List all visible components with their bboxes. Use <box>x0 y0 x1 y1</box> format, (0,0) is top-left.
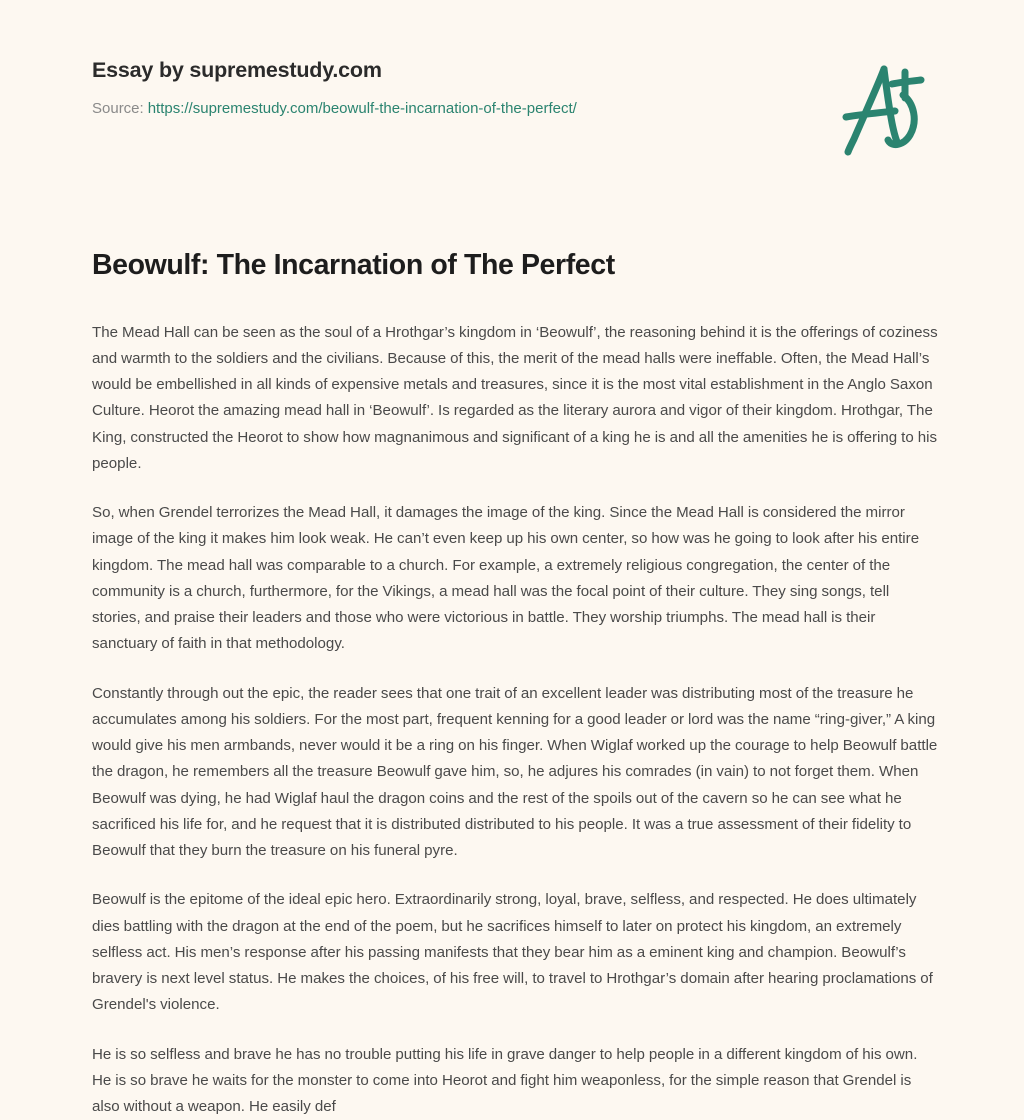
article <box>92 248 940 1120</box>
article-paragraph: So, when Grendel terrorizes the Mead Hall, it damages the image of the king. Since the Mead Hall is considered the mirror image of the king it makes him look weak. He can’t even keep up his own center, so how was he going to look after his entire kingdom. The mead hall was comparable to a church. For example, a extremely religious congregation, the center of the community is a church, furthermore, for the Vikings, a mead hall was the focal point of their culture. They sing songs, tell stories, and praise their leaders and those who were victorious in battle. They worship triumphs. The mead hall is their sanctuary of faith in that methodology. <box>92 504 920 653</box>
article-paragraph: The Mead Hall can be seen as the soul of a Hrothgar’s kingdom in ‘Beowulf’, the reasoning behind it is the offerings of coziness and warmth to the soldiers and the civilians. Because of this, the merit of the mead halls were ineffable. Often, the Mead Hall’s would be embellished in all kinds of expensive metals and treasures, since it is the most vital establishment in the Anglo Saxon Culture. Heorot the amazing mead hall in ‘Beowulf’. Is regarded as the literary aurora and vigor of their kingdom. Hrothgar, The King, constructed the Heorot to show how magnanimous and significant of a king he is and all the amenities he is offering to his people. <box>92 323 938 472</box>
article-paragraph: Constantly through out the epic, the reader sees that one trait of an excellent leader was distributing most of the treasure he accumulates among his soldiers. For the most part, frequent kenning for a good leader or lord was the name “ring-giver,” A king would give his men armbands, never would it be a ring on his finger. When Wiglaf worked up the courage to help Beowulf battle the dragon, he remembers all the treasure Beowulf gave him, so, he adjures his comrades (in vain) to not forget them. When Beowulf was dying, he had Wiglaf haul the dragon coins and the rest of the spoils out of the cavern so he can see what he sacrificed his life for, and he request that it is distributed distributed to his people. It was a true assessment of their fidelity to Beowulf that they burn the treasure on his funeral pyre. <box>92 684 938 860</box>
article-paragraph: Beowulf is the epitome of the ideal epic hero. Extraordinarily strong, loyal, brave, selfless, and respected. He does ultimately dies battling with the dragon at the end of the poem, but he sacrifices himself to later on protect his kingdom, an extremely selfless act. His men’s response after his passing manifests that they bear him as a eminent king and champion. Beowulf’s bravery is next level status. He makes the choices, of his free will, to travel to Hrothgar’s domain after hearing proclamations of Grendel's violence. <box>92 891 933 1014</box>
essay-attribution-title: Essay by supremestudy.com <box>92 58 382 82</box>
article-paragraph: He is so selfless and brave he has no trouble putting his life in grave danger to help people in a different kingdom of his own. He is so brave he waits for the monster to come into Heorot and fight him weaponless, for the simple reason that Grendel is also without a weapon. He easily def <box>92 1045 918 1116</box>
source-line <box>92 99 792 119</box>
page-title: Beowulf: The Incarnation of The Perfect <box>92 249 615 281</box>
source-label: Source: <box>92 99 144 117</box>
source-url-link[interactable]: https://supremestudy.com/beowulf-the-incarnation-of-the-perfect/ <box>147 99 577 117</box>
article-body <box>92 320 940 1120</box>
a-plus-logo-icon <box>826 55 946 165</box>
page-header <box>92 58 792 118</box>
a-plus-logo[interactable] <box>826 55 946 165</box>
